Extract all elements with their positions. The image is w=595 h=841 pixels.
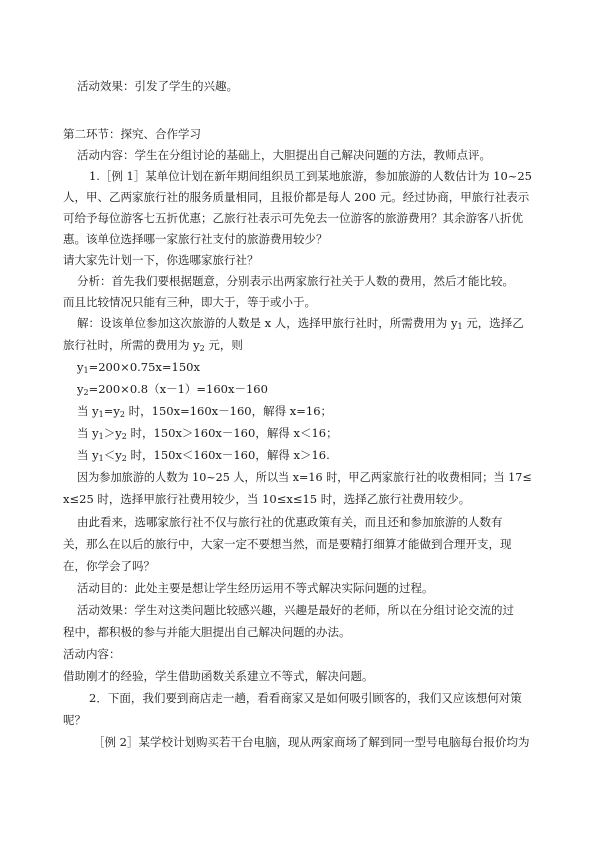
text-line: 可给予每位游客七五折优惠；乙旅行社表示可先免去一位游客的旅游费用？其余游客八折优: [63, 211, 523, 225]
equation-line: $y_1=200\times 0.75x=150x$: [77, 360, 200, 375]
text-line: 活动内容：: [63, 647, 121, 661]
text-line: 因为参加旅游的人数为 10~25 人，所以当 x=16 时，甲乙两家旅行社的收费相同；当 17≤: [77, 470, 532, 484]
text-line: 解：设该单位参加这次旅游的人数是 x 人，选择甲旅行社时，所需费用为 $y_1$ 元，选择乙: [77, 316, 524, 331]
text-line: 而且比较情况只能有三种，即大于，等于或小于。: [63, 295, 316, 309]
section-heading: 第二环节：探究、合作学习: [63, 127, 201, 141]
text-line: 活动内容：学生在分组讨论的基础上，大胆提出自己解决问题的方法，教师点评。: [77, 148, 491, 162]
text-line: 1.［例 1］某单位计划在新年期间组织员工到某地旅游，参加旅游的人数估计为 10~25: [89, 169, 532, 183]
text-line: 人，甲、乙两家旅行社的服务质量相同，且报价都是每人 200 元。经过协商，甲旅行社表示: [63, 190, 530, 204]
text-line: 在，你学会了吗？: [63, 559, 155, 573]
text-line: 活动效果：引发了学生的兴趣。: [77, 79, 238, 93]
text-line: 旅行社时，所需的费用为 $y_2$ 元，则: [63, 338, 243, 353]
text-line: 由此看来，选哪家旅行社不仅与旅行社的优惠政策有关，而且还和参加旅游的人数有: [77, 515, 503, 529]
text-line: 请大家先计划一下，你选哪家旅行社？: [63, 253, 259, 267]
text-line: 分析：首先我们要根据题意，分别表示出两家旅行社关于人数的费用，然后才能比较。: [77, 274, 514, 288]
text-line: 借助刚才的经验，学生借助函数关系建立不等式，解决问题。: [63, 669, 374, 683]
text-line: 2．下面，我们要到商店走一趟，看看商家又是如何吸引顾客的，我们又应该想何对策: [89, 691, 522, 705]
equation-line: $y_2=200\times 0.8(x-1)=160x-160$: [77, 382, 268, 397]
text-line: 程中，都积极的参与并能大胆提出自己解决问题的办法。: [63, 625, 351, 639]
text-line: 活动目的：此处主要是想让学生经历运用不等式解决实际问题的过程。: [77, 581, 434, 595]
equation-line: 当 $y_1>y_2$ 时，150x＞160x－160，解得 x＜16；: [77, 426, 338, 441]
text-line: 惠。该单位选择哪一家旅行社支付的旅游费用较少？: [63, 232, 328, 246]
text-line: 活动效果：学生对这类问题比较感兴趣，兴趣是最好的老师，所以在分组讨论交流的过: [77, 603, 514, 617]
text-line: x≤25 时，选择甲旅行社费用较少，当 10≤x≤15 时，选择乙旅行社费用较少。: [63, 492, 471, 506]
text-line: 呢？: [63, 713, 86, 727]
equation-line: 当 $y_1=y_2$ 时，150x=160x－160，解得 x=16；: [77, 404, 333, 419]
text-line: ［例 2］某学校计划购买若干台电脑，现从两家商场了解到同一型号电脑每台报价均为: [93, 735, 530, 749]
text-line: 关，那么在以后的旅行中，大家一定不要想当然，而是要精打细算才能做到合理开支，现: [63, 537, 512, 551]
equation-line: 当 $y_1<y_2$ 时，150x＜160x－160，解得 x＞16.: [77, 448, 330, 463]
